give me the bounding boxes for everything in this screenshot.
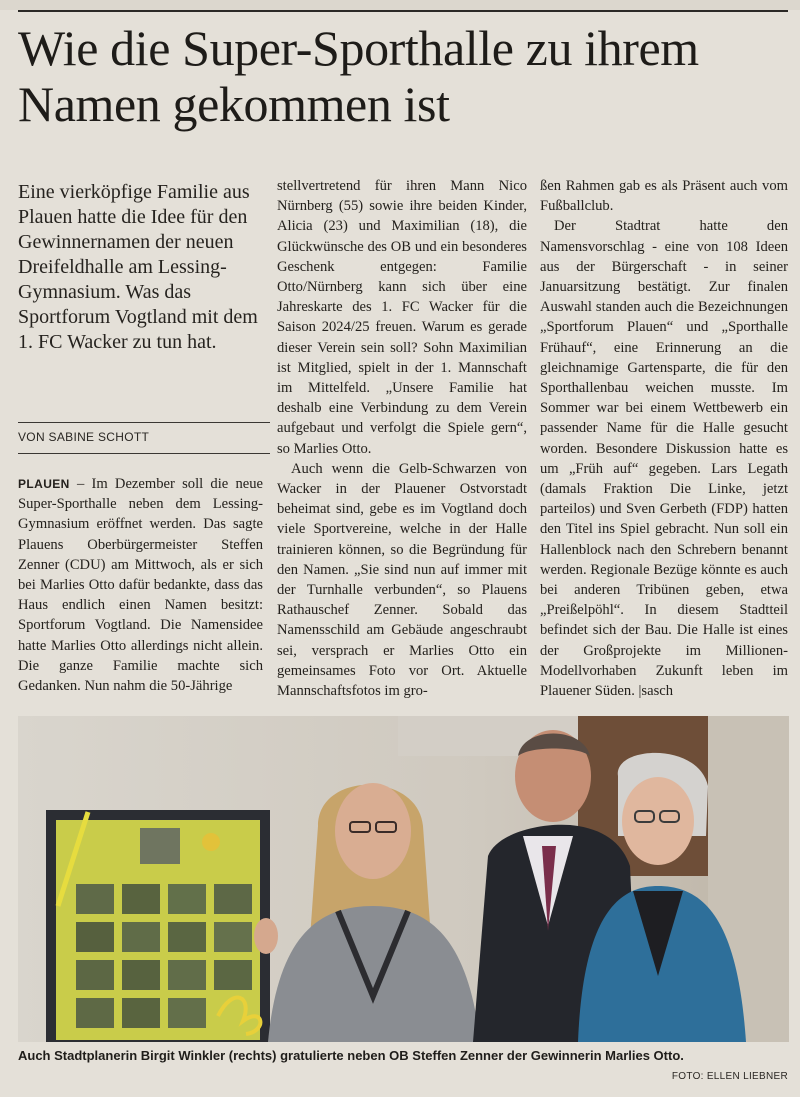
body-column-2 [277,176,527,701]
hand [254,918,278,954]
byline: VON SABINE SCHOTT [18,430,150,444]
framed-team-photos [46,810,270,1042]
article-photo [18,716,789,1042]
team-photo [76,960,114,990]
body-text: – Im Dezember soll die neue Super-Sporthalle neben dem Lessing-Gymnasium eröffnet werden. Das sagte Plauens Oberbürgermeister Steffen Zenner (CDU) am Mittwoch, als er sich bei Marlies Otto dafür bedankte, dass das Haus endlich einen Namen besitzt: Sportforum Vogtland. Die Namensidee hatte Marlies Otto allerdings nicht allein. Die ganze Familie machte sich Gedanken. Nun nahm die 50-Jährige [18,476,263,695]
body-column-3 [540,176,788,701]
team-photo [122,884,160,914]
team-photo [76,922,114,952]
photo-caption: Auch Stadtplanerin Birgit Winkler (rechts) gratulierte neben OB Steffen Zenner der Gewinnerin Marlies Otto. [18,1048,684,1063]
team-photo [168,884,206,914]
team-photo [122,922,160,952]
photo-illustration [18,716,789,1042]
byline-divider-bottom [18,453,270,454]
face [622,777,694,865]
team-photo [76,998,114,1028]
dateline: PLAUEN [18,477,70,491]
top-rule [18,10,788,12]
body-paragraph: stellvertretend für ihren Mann Nico Nürnberg (55) sowie ihre beiden Kinder, Alicia (23) und Maximilian (18), die Glückwünsche des OB und ein besonderes Geschenk entgegen: Familie Otto/Nürnberg kann sich über eine Jahreskarte des 1. FC Wacker für die Saison 2024/25 freuen. Warum es gerade dieser Verein sein soll? Sohn Maximilian ist Mitglied, spielt in der 1. Mannschaft im Mittelfeld. „Unsere Familie hat deshalb eine Verbindung zu dem Verein aufgebaut und verfolgt die Spiele gern“, so Marlies Otto. [277,178,527,457]
body-column-1 [18,474,263,696]
team-photo [76,884,114,914]
body-paragraph: Auch wenn die Gelb-Schwarzen von Wacker in der Plauener Ostvorstadt beheimat sind, gebe es im Vogtland doch viele Sportvereine, welche in der Halle trainieren können, so die Begründung für den Namen. „Sie sind nun auf immer mit der Turnhalle verbunden“, so Plauens Rathauschef Zenner. Sobald das Namensschild am Gebäude angeschraubt sei, versprach er Marlies Otto ein gemeinsames Foto vor Ort. Aktuelle Mannschaftsfotos im gro- [277,460,527,700]
previous-article-bleed [0,0,800,10]
team-photo [214,922,252,952]
team-photo [168,998,206,1028]
team-photo [122,998,160,1028]
photo-credit: FOTO: ELLEN LIEBNER [671,1071,788,1082]
team-photo [122,960,160,990]
headline: Wie die Super-Sporthalle zu ihrem Namen gekommen ist [18,20,699,132]
face [335,783,411,879]
team-photo-top [140,828,180,864]
club-crest [202,833,220,851]
body-paragraph: Der Stadtrat hatte den Namensvorschlag - eine von 108 Ideen aus der Bürgerschaft - in seiner Januarsitzung bestätigt. Zur finalen Auswahl standen auch die Bezeichnungen „Sportforum Plauen“ und „Sporthalle Frühauf“, eine Erinnerung an die gleichnamige Gartensparte, die für den Sporthallenbau weichen musste. Im Sommer war bei einem Wettbewerb ein passender Name für die Halle gesucht worden. Besondere Diskussion hatte es um „Früh auf“ gegeben. Lars Legath (damals Fraktion Die Linke, jetzt parteilos) und Sven Gerbeth (FDP) hatten den Titel ins Spiel gebracht. Nun soll ein Hallenblock nach den Schrebern benannt werden. Regionale Bezüge könnte es auch bei anderen Tribünen geben, etwa „Preißelpöhl“. In diesem Stadtteil befindet sich der Bau. Die Halle ist eines der Großprojekte im Millionen-Modellvorhaben Zukunft leben im Plauener Süden. |sasch [540,218,788,700]
lead-paragraph: Eine vierköpfige Familie aus Plauen hatte die Idee für den Gewinnernamen der neuen Dreifeldhalle am Lessing-Gymnasium. Was das Sportforum Vogtland mit dem 1. FC Wacker zu tun hat. [18,181,258,353]
team-photo [214,884,252,914]
team-photo [168,960,206,990]
body-paragraph [18,474,263,696]
body-paragraph: ßen Rahmen gab es als Präsent auch vom Fußballclub. [540,178,788,215]
team-photo [214,960,252,990]
byline-divider-top [18,422,270,423]
team-photo [168,922,206,952]
